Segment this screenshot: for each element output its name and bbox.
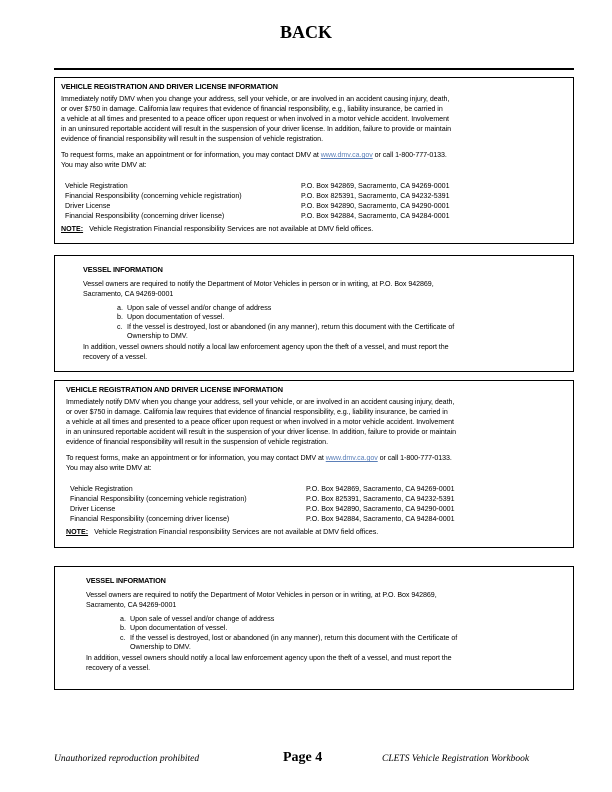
write-dmv-line: You may also write DMV at: <box>61 160 147 169</box>
registration-paragraph-line: or over $750 in damage. California law requires that evidence of financial responsibility, e.g., liability insurance, be carried in <box>66 407 448 416</box>
page-footer <box>0 750 612 770</box>
dmv-website-link[interactable]: www.dmv.ca.gov <box>320 151 373 159</box>
dmv-website-link[interactable]: www.dmv.ca.gov <box>325 454 378 462</box>
registration-paragraph <box>61 95 451 145</box>
list-item <box>120 634 457 653</box>
registration-paragraph-line: a vehicle at all times and presented to a peace officer upon request or when involved in a motor vehicle accident. Involvement <box>61 114 449 123</box>
title-divider <box>54 68 574 70</box>
contact-block <box>61 151 447 171</box>
vessel-intro-line: Vessel owners are required to notify the Department of Motor Vehicles in person or in writing, at P.O. Box 942869, <box>86 591 437 599</box>
vessel-closing <box>83 343 449 363</box>
list-item-text: Ownership to DMV. <box>127 332 188 341</box>
address-name: Financial Responsibility (concerning vehicle registration) <box>65 191 242 200</box>
vessel-info-box-2 <box>54 566 574 690</box>
address-value: P.O. Box 942884, Sacramento, CA 94284-0001 <box>301 211 450 220</box>
registration-paragraph-line: evidence of financial responsibility will result in the suspension of vehicle registration. <box>66 437 329 446</box>
list-item-text: If the vessel is destroyed, lost or abandoned (in any manner), return this document with the Certificate of <box>130 633 458 642</box>
registration-paragraph-line: evidence of financial responsibility will result in the suspension of vehicle registration. <box>61 134 324 143</box>
address-row <box>65 192 450 202</box>
address-row <box>65 182 450 192</box>
address-name: Financial Responsibility (concerning driver license) <box>65 211 225 220</box>
address-name: Vehicle Registration <box>65 182 128 190</box>
note-label: NOTE: <box>61 225 84 233</box>
address-name: Financial Responsibility (concerning vehicle registration) <box>70 494 247 503</box>
address-list <box>65 182 450 222</box>
list-item <box>120 615 457 624</box>
address-value: P.O. Box 942869, Sacramento, CA 94269-0001 <box>306 485 455 493</box>
registration-paragraph-line: in an uninsured reportable accident will result in the suspension of your driver license. In addition, failure to provide or maintain <box>66 427 457 436</box>
list-item-text: If the vessel is destroyed, lost or abandoned (in any manner), return this document with the Certificate of <box>127 322 455 331</box>
contact-prefix: To request forms, make an appointment or for information, you may contact DMV at <box>61 151 319 159</box>
address-row <box>65 202 450 212</box>
registration-paragraph-line: or over $750 in damage. California law requires that evidence of financial responsibility, e.g., liability insurance, be carried in <box>61 104 443 113</box>
vessel-intro-line: Vessel owners are required to notify the Department of Motor Vehicles in person or in writing, at P.O. Box 942869, <box>83 280 434 288</box>
address-name: Driver License <box>65 201 111 210</box>
list-marker: b. <box>120 624 126 633</box>
address-value: P.O. Box 942884, Sacramento, CA 94284-0001 <box>306 514 455 523</box>
list-item-text: Upon sale of vessel and/or change of address <box>130 615 275 623</box>
address-row <box>70 485 455 495</box>
registration-paragraph <box>66 398 456 448</box>
registration-paragraph-line: a vehicle at all times and presented to a peace officer upon request or when involved in a motor vehicle accident. Involvement <box>66 417 454 426</box>
registration-info-box-2 <box>54 380 574 548</box>
address-row <box>70 505 455 515</box>
list-marker: c. <box>120 633 126 642</box>
registration-paragraph-line: Immediately notify DMV when you change your address, sell your vehicle, or are involved in an accident causing injury, death, <box>61 95 450 103</box>
vessel-intro <box>86 591 437 611</box>
registration-paragraph-line: Immediately notify DMV when you change your address, sell your vehicle, or are involved in an accident causing injury, death, <box>66 398 455 406</box>
footer-workbook-title: CLETS Vehicle Registration Workbook <box>382 754 530 764</box>
list-marker: a. <box>117 304 123 312</box>
address-value: P.O. Box 942869, Sacramento, CA 94269-0001 <box>301 182 450 190</box>
vessel-closing-line: recovery of a vessel. <box>86 663 151 672</box>
list-item <box>120 624 457 633</box>
address-name: Financial Responsibility (concerning driver license) <box>70 514 230 523</box>
registration-info-box-1 <box>54 77 574 244</box>
address-value: P.O. Box 942890, Sacramento, CA 94290-0001 <box>301 201 450 210</box>
registration-section-title: VEHICLE REGISTRATION AND DRIVER LICENSE INFORMATION <box>61 82 278 91</box>
note-label: NOTE: <box>66 528 89 536</box>
footer-copyright: Unauthorized reproduction prohibited <box>54 754 200 764</box>
vessel-steps-list <box>117 304 454 342</box>
registration-section-title: VEHICLE REGISTRATION AND DRIVER LICENSE INFORMATION <box>66 385 283 394</box>
note-line <box>66 528 378 536</box>
list-item-text: Ownership to DMV. <box>130 643 191 652</box>
address-row <box>65 212 450 222</box>
address-row <box>70 495 455 505</box>
list-marker: c. <box>117 322 123 331</box>
contact-block <box>66 454 452 474</box>
list-marker: a. <box>120 615 126 623</box>
contact-suffix: or call 1-800-777-0133. <box>374 151 447 159</box>
contact-prefix: To request forms, make an appointment or for information, you may contact DMV at <box>66 454 324 462</box>
list-item <box>117 304 454 313</box>
page-title: BACK <box>279 22 332 42</box>
address-value: P.O. Box 825391, Sacramento, CA 94232-5391 <box>301 191 450 200</box>
vessel-closing <box>86 654 452 674</box>
registration-paragraph-line: in an uninsured reportable accident will result in the suspension of your driver license. In addition, failure to provide or maintain <box>61 124 452 133</box>
list-item <box>117 323 454 342</box>
vessel-steps-list <box>120 615 457 653</box>
vessel-closing-line: In addition, vessel owners should notify a local law enforcement agency upon the theft of a vessel, and must report the <box>83 343 449 351</box>
vessel-intro <box>83 280 434 300</box>
vessel-closing-line: recovery of a vessel. <box>83 352 148 361</box>
note-line <box>61 225 373 233</box>
write-dmv-line: You may also write DMV at: <box>66 463 152 472</box>
address-value: P.O. Box 942890, Sacramento, CA 94290-0001 <box>306 504 455 513</box>
list-item-text: Upon documentation of vessel. <box>127 313 225 322</box>
vessel-info-box-1 <box>54 255 574 372</box>
list-marker: b. <box>117 313 123 322</box>
vessel-intro-line: Sacramento, CA 94269-0001 <box>83 289 174 298</box>
address-name: Driver License <box>70 504 116 513</box>
contact-suffix: or call 1-800-777-0133. <box>379 454 452 462</box>
address-value: P.O. Box 825391, Sacramento, CA 94232-5391 <box>306 494 455 503</box>
vessel-section-title: VESSEL INFORMATION <box>86 576 166 585</box>
list-item-text: Upon sale of vessel and/or change of address <box>127 304 272 312</box>
list-item-text: Upon documentation of vessel. <box>130 624 228 633</box>
note-text: Vehicle Registration Financial responsibility Services are not available at DMV field offices. <box>89 225 374 233</box>
page-number: Page 4 <box>283 750 323 765</box>
vessel-closing-line: In addition, vessel owners should notify a local law enforcement agency upon the theft of a vessel, and must report the <box>86 654 452 662</box>
vessel-intro-line: Sacramento, CA 94269-0001 <box>86 600 177 609</box>
list-item <box>117 313 454 322</box>
address-row <box>70 515 455 525</box>
vessel-section-title: VESSEL INFORMATION <box>83 265 163 274</box>
note-text: Vehicle Registration Financial responsibility Services are not available at DMV field offices. <box>94 528 379 536</box>
address-list <box>70 485 455 525</box>
address-name: Vehicle Registration <box>70 485 133 493</box>
